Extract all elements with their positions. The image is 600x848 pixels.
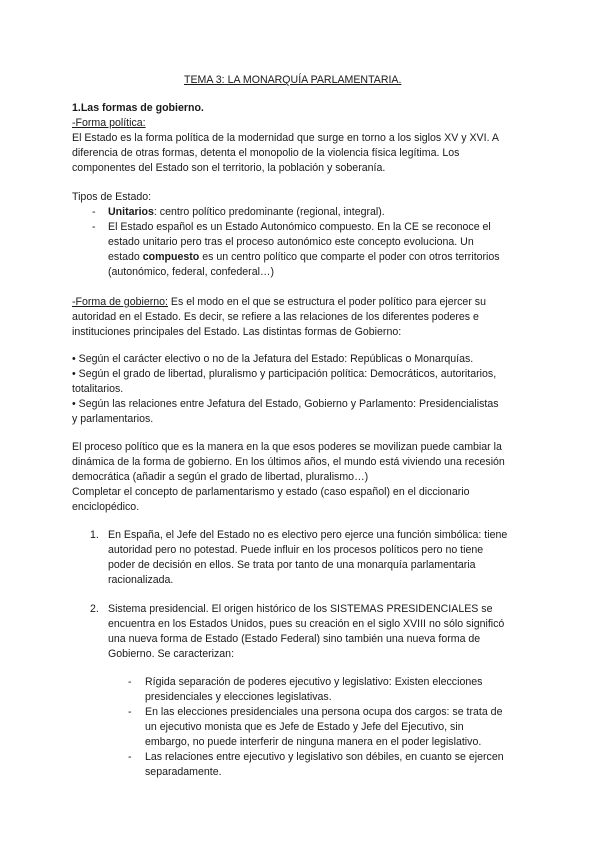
text-span: estado xyxy=(108,251,143,263)
text-span: Es el modo en el que se estructura el poder político para ejercer su xyxy=(167,296,486,308)
list-item-line: estado unitario pero tras el proceso autonómico este concepto evoluciona. Un xyxy=(108,236,474,248)
unitarios-term: Unitarios xyxy=(108,206,154,218)
bullet-line: totalitarios. xyxy=(72,383,124,395)
list-dash: - xyxy=(128,751,132,763)
list-number: 1. xyxy=(90,529,99,541)
numbered-line: Sistema presidencial. El origen histórico de los SISTEMAS PRESIDENCIALES se xyxy=(108,603,493,615)
bullet-line: y parlamentarios. xyxy=(72,413,154,425)
numbered-line: Gobierno. Se caracterizan: xyxy=(108,648,235,660)
list-item-line: El Estado español es un Estado Autonómico compuesto. En la CE se reconoce el xyxy=(108,221,491,233)
sub-item-line: un ejecutivo monista que es Jefe de Estado y Jefe del Ejecutivo, sin xyxy=(145,721,464,733)
paragraph-line: El proceso político que es la manera en la que esos poderes se movilizan puede cambiar la xyxy=(72,441,502,453)
paragraph-line: El Estado es la forma política de la modernidad que surge en torno a los siglos XV y XVI. A xyxy=(72,132,499,144)
tipos-label: Tipos de Estado: xyxy=(72,191,152,203)
sub-item-line: Las relaciones entre ejecutivo y legislativo son débiles, en cuanto se ejercen xyxy=(145,751,504,763)
bullet-line: • Según el grado de libertad, pluralismo y participación política: Democráticos, autoritarios, xyxy=(72,368,497,380)
paragraph-line: autoridad en el Estado. Es decir, se refiere a las relaciones de los diferentes poderes e xyxy=(72,311,479,323)
paragraph-line: dinámica de la forma de gobierno. En los últimos años, el mundo está viviendo una recesión xyxy=(72,456,505,468)
unitarios-definition: : centro político predominante (regional, integral). xyxy=(153,206,385,218)
forma-gobierno-label: -Forma de gobierno: xyxy=(72,296,168,308)
paragraph-line: diferencia de otras formas, detenta el monopolio de la violencia física legítima. Los xyxy=(72,147,460,159)
paragraph-line: instituciones principales del Estado. Las distintas formas de Gobierno: xyxy=(72,326,402,338)
numbered-line: racionalizada. xyxy=(108,574,174,586)
list-item xyxy=(108,205,385,219)
list-item-line xyxy=(108,250,500,264)
list-dash: - xyxy=(128,676,132,688)
paragraph-line: Completar el concepto de parlamentarismo y estado (caso español) en el diccionario xyxy=(72,486,470,498)
numbered-line: encuentra en los Estados Unidos, pues su creación en el siglo XVIII no sólo significó xyxy=(108,618,505,630)
sub-item-line: Rígida separación de poderes ejecutivo y legislativo: Existen elecciones xyxy=(145,676,483,688)
sub-item-line: embargo, no puede interferir de ninguna manera en el poder legislativo. xyxy=(145,736,482,748)
paragraph-line xyxy=(72,295,486,309)
list-dash: - xyxy=(92,221,96,233)
numbered-line: autoridad pero no potestad. Puede influir en los procesos políticos pero no tiene xyxy=(108,544,484,556)
bullet-line: • Según las relaciones entre Jefatura del Estado, Gobierno y Parlamento: Presidencialistas xyxy=(72,398,499,410)
sub-item-line: separadamente. xyxy=(145,766,222,778)
page-title: TEMA 3: LA MONARQUÍA PARLAMENTARIA. xyxy=(184,74,402,86)
list-number: 2. xyxy=(90,603,99,615)
paragraph-line: componentes del Estado son el territorio, la población y soberanía. xyxy=(72,162,386,174)
section-heading: 1.Las formas de gobierno. xyxy=(72,102,204,114)
sub-item-line: presidenciales y elecciones legislativas. xyxy=(145,691,332,703)
numbered-line: poder de decisión en ellos. Se trata por tanto de una monarquía parlamentaria xyxy=(108,559,476,571)
numbered-line: una nueva forma de Estado (Estado Federal) sino también una nueva forma de xyxy=(108,633,481,645)
paragraph-line: enciclopédico. xyxy=(72,501,140,513)
bullet-line: • Según el carácter electivo o no de la Jefatura del Estado: Repúblicas o Monarquías. xyxy=(72,353,474,365)
list-dash: - xyxy=(92,206,96,218)
compuesto-term: compuesto xyxy=(142,251,200,263)
forma-politica-label: -Forma política: xyxy=(72,117,146,129)
list-dash: - xyxy=(128,706,132,718)
sub-item-line: En las elecciones presidenciales una persona ocupa dos cargos: se trata de xyxy=(145,706,503,718)
list-item-line: (autonómico, federal, confederal…) xyxy=(108,266,275,278)
numbered-line: En España, el Jefe del Estado no es electivo pero ejerce una función simbólica: tiene xyxy=(108,529,508,541)
paragraph-line: democrática (añadir a según el grado de libertad, pluralismo…) xyxy=(72,471,369,483)
text-span: es un centro político que comparte el poder con otros territorios xyxy=(199,251,500,263)
